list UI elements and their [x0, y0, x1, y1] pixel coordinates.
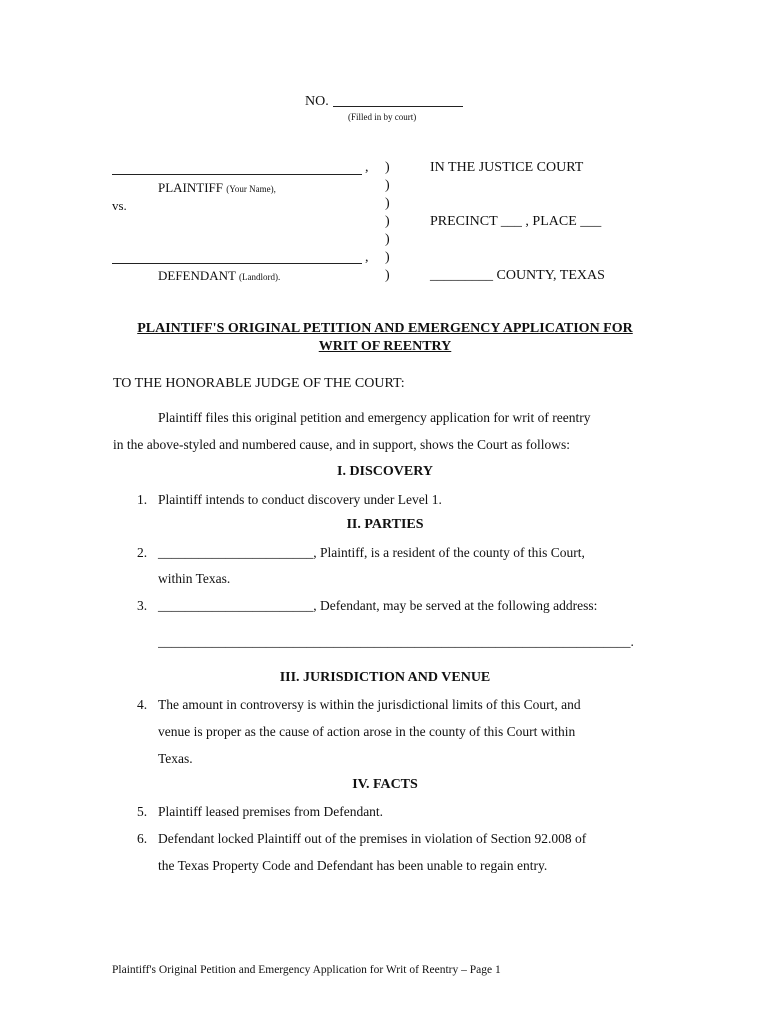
item-3-address-blank: ______________________________________________________________________. — [158, 634, 634, 649]
salutation: TO THE HONORABLE JUDGE OF THE COURT: — [113, 376, 405, 391]
item-5-text: Plaintiff leased premises from Defendant. — [158, 804, 384, 819]
section-facts-heading: IV. FACTS — [352, 777, 418, 792]
item-4-line2: venue is proper as the cause of action arose in the county of this Court within — [158, 724, 576, 739]
county-texas: _________ COUNTY, TEXAS — [430, 268, 605, 283]
item-4-line1: The amount in controversy is within the jurisdictional limits of this Court, and — [158, 697, 581, 712]
plaintiff-label-row — [158, 180, 276, 196]
caption-paren: ) — [385, 178, 390, 193]
item-number: 2. — [137, 545, 148, 560]
defendant-comma: , — [365, 250, 369, 265]
item-number: 4. — [137, 697, 148, 712]
defendant-name-blank — [112, 249, 362, 264]
intro-line1: Plaintiff files this original petition and emergency application for writ of reentry — [158, 410, 591, 425]
court-name: IN THE JUSTICE COURT — [430, 160, 584, 175]
item-2-line1: _______________________, Plaintiff, is a resident of the county of this Court, — [158, 545, 585, 560]
plaintiff-name-blank — [112, 160, 362, 175]
item-number: 5. — [137, 804, 148, 819]
defendant-label: DEFENDANT — [158, 268, 236, 283]
item-1-text: Plaintiff intends to conduct discovery under Level 1. — [158, 492, 442, 507]
caption-paren: ) — [385, 250, 390, 265]
item-6-line1: Defendant locked Plaintiff out of the premises in violation of Section 92.008 of — [158, 831, 587, 846]
document-title-line2: WRIT OF REENTRY — [318, 339, 452, 354]
item-2-line2: within Texas. — [158, 571, 231, 586]
defendant-note: (Landlord). — [239, 272, 281, 282]
document-title-line1: PLAINTIFF'S ORIGINAL PETITION AND EMERGENCY APPLICATION FOR — [137, 321, 633, 336]
item-number: 3. — [137, 598, 148, 613]
item-6-line2: the Texas Property Code and Defendant has been unable to regain entry. — [158, 858, 548, 873]
case-number-label: NO. — [305, 94, 329, 109]
intro-line2: in the above-styled and numbered cause, and in support, shows the Court as follows: — [113, 437, 571, 452]
caption-paren: ) — [385, 232, 390, 247]
plaintiff-comma: , — [365, 160, 369, 175]
caption-paren: ) — [385, 196, 390, 211]
section-discovery-heading: I. DISCOVERY — [337, 464, 433, 479]
section-parties-heading: II. PARTIES — [346, 517, 424, 532]
caption-paren: ) — [385, 160, 390, 175]
defendant-label-row — [158, 268, 280, 284]
item-number: 1. — [137, 492, 148, 507]
item-number: 6. — [137, 831, 148, 846]
plaintiff-label: PLAINTIFF — [158, 180, 224, 195]
item-4-line3: Texas. — [158, 751, 193, 766]
caption-paren: ) — [385, 214, 390, 229]
plaintiff-note: (Your Name), — [226, 184, 276, 194]
case-number-blank — [333, 92, 463, 107]
page-footer: Plaintiff's Original Petition and Emergency Application for Writ of Reentry – Page 1 — [112, 964, 501, 976]
caption-paren: ) — [385, 268, 390, 283]
versus-label: vs. — [112, 198, 127, 213]
precinct-place: PRECINCT ___ , PLACE ___ — [430, 214, 602, 229]
section-jurisdiction-heading: III. JURISDICTION AND VENUE — [279, 670, 491, 685]
item-3-line1: _______________________, Defendant, may be served at the following address: — [158, 598, 598, 613]
filled-by-court-note: (Filled in by court) — [348, 112, 417, 122]
